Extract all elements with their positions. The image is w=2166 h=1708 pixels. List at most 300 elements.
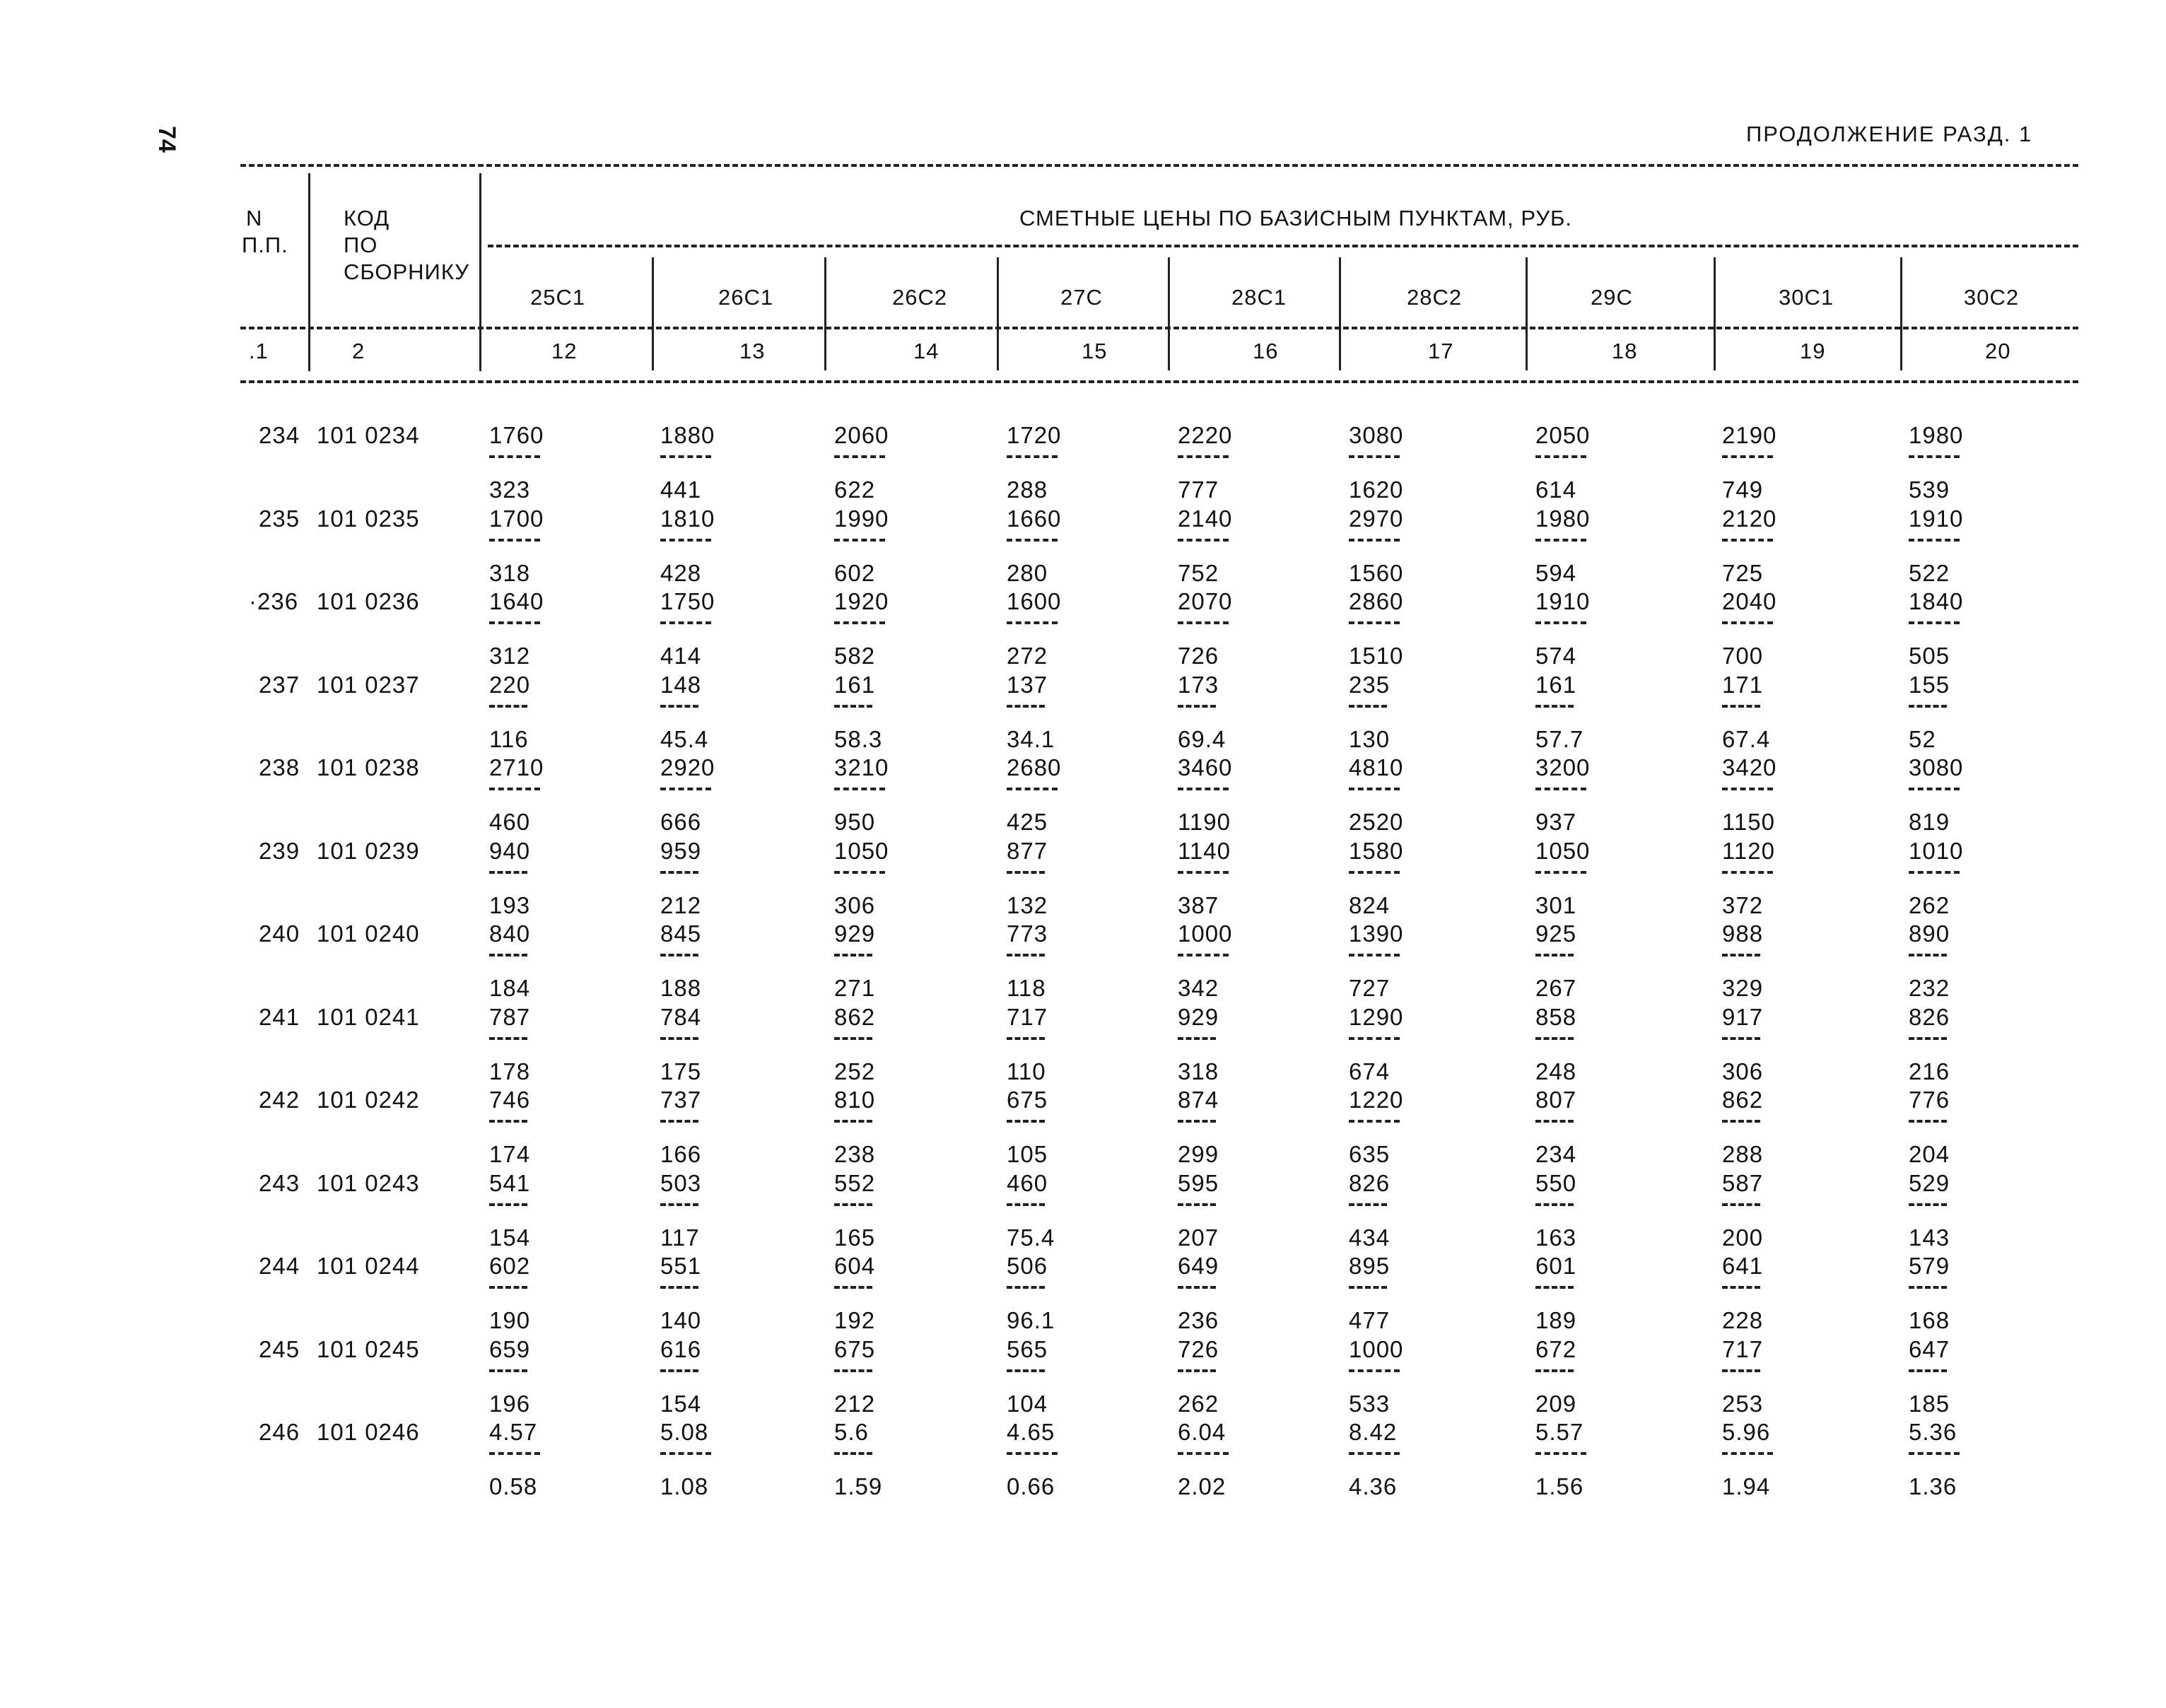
fraction-bar [834, 871, 885, 874]
price-value: 503 [660, 1169, 702, 1196]
price-value: 929 [1178, 1003, 1219, 1030]
price-value: 1980 [1909, 422, 1964, 448]
fraction-bar [834, 1286, 872, 1289]
price-value: 2050 [1535, 422, 1591, 448]
fraction-bar [1722, 455, 1773, 458]
labor-value: 67.4 [1722, 725, 1771, 752]
fraction-bar [660, 788, 711, 790]
price-value: 171 [1722, 671, 1764, 698]
row-number: 244 [259, 1253, 300, 1279]
fraction-bar [489, 788, 540, 790]
labor-value: 154 [489, 1224, 531, 1251]
column-number: 20 [1985, 339, 2011, 363]
price-value: 595 [1178, 1169, 1219, 1196]
labor-value: 175 [660, 1058, 702, 1084]
price-value: 672 [1535, 1335, 1577, 1362]
price-value: 746 [489, 1087, 531, 1113]
fraction-bar [1909, 539, 1960, 542]
labor-value: 425 [1007, 809, 1048, 835]
labor-value: 234 [1535, 1141, 1577, 1167]
labor-value: 185 [1909, 1390, 1950, 1417]
price-value: 3080 [1909, 754, 1964, 780]
labor-value: 752 [1178, 559, 1219, 586]
row-number: 240 [259, 920, 300, 947]
labor-value: 110 [1007, 1058, 1046, 1084]
price-value: 2060 [834, 422, 889, 448]
price-value: 917 [1722, 1003, 1764, 1030]
price-value: 890 [1909, 920, 1950, 947]
labor-value: 168 [1909, 1307, 1950, 1333]
price-value: 826 [1909, 1003, 1950, 1030]
labor-value: 178 [489, 1058, 531, 1084]
price-value: 1390 [1349, 920, 1404, 947]
fraction-bar [1178, 871, 1229, 874]
labor-value: 614 [1535, 476, 1577, 503]
fraction-bar [660, 1203, 698, 1206]
price-value: 1050 [834, 837, 889, 864]
fraction-bar [1909, 954, 1947, 957]
labor-value: 200 [1722, 1224, 1764, 1251]
header-point-7: 29С [1591, 285, 1633, 310]
labor-value: 306 [1722, 1058, 1764, 1084]
price-value: 1700 [489, 505, 544, 532]
price-value: 5.6 [834, 1419, 869, 1445]
price-value: 2040 [1722, 588, 1777, 614]
labor-value: 143 [1909, 1224, 1950, 1251]
header-point-6: 28С2 [1407, 285, 1463, 310]
labor-value: 318 [489, 559, 531, 586]
header-point-9: 30С2 [1964, 285, 2020, 310]
price-value: 784 [660, 1003, 702, 1030]
fraction-bar [1909, 455, 1960, 458]
header-point-8: 30С1 [1779, 285, 1834, 310]
fraction-bar [1535, 1037, 1574, 1040]
price-value: 1120 [1722, 837, 1775, 864]
fraction-bar [489, 705, 527, 708]
fraction-bar [1722, 954, 1760, 957]
row-number: 234 [259, 422, 300, 448]
price-value: 579 [1909, 1253, 1950, 1279]
fraction-bar [834, 705, 872, 708]
labor-value: 602 [834, 559, 876, 586]
fraction-bar [1178, 705, 1216, 708]
header-group-title: СМЕТНЫЕ ЦЕНЫ ПО БАЗИСНЫМ ПУНКТАМ, РУБ. [1019, 206, 1572, 230]
labor-value: 252 [834, 1058, 876, 1084]
fraction-bar [1007, 621, 1058, 624]
price-value: 1600 [1007, 588, 1062, 614]
labor-value: 522 [1909, 559, 1950, 586]
labor-value: 288 [1007, 476, 1048, 503]
column-number: 13 [739, 339, 766, 363]
labor-value: 184 [489, 975, 531, 1001]
fraction-bar [1007, 788, 1058, 790]
labor-value: 271 [834, 975, 876, 1001]
fraction-bar [1007, 1120, 1045, 1123]
labor-value: 726 [1178, 643, 1219, 669]
fraction-bar [1909, 1120, 1947, 1123]
price-value: 551 [660, 1253, 702, 1279]
labor-value: 1560 [1349, 559, 1404, 586]
fraction-bar [1909, 1452, 1960, 1455]
fraction-bar [1909, 1286, 1947, 1289]
price-value: 807 [1535, 1087, 1577, 1113]
fraction-bar [1349, 1037, 1400, 1040]
labor-value: 52 [1909, 725, 1936, 752]
fraction-bar [660, 1120, 698, 1123]
price-value: 3080 [1349, 422, 1404, 448]
fraction-bar [1178, 1286, 1216, 1289]
labor-value: 105 [1007, 1141, 1048, 1167]
price-value: 2680 [1007, 754, 1062, 780]
price-value: 5.57 [1535, 1419, 1584, 1445]
row-code: 101 0245 [317, 1335, 420, 1362]
labor-value: 190 [489, 1307, 531, 1333]
labor-value: 666 [660, 809, 702, 835]
fraction-bar [1535, 788, 1586, 790]
labor-value: 1.36 [1909, 1473, 1957, 1499]
labor-value: 1150 [1722, 809, 1775, 835]
fraction-bar [1535, 539, 1586, 542]
labor-value: 4.36 [1349, 1473, 1398, 1499]
labor-value: 154 [660, 1390, 702, 1417]
labor-value: 104 [1007, 1390, 1048, 1417]
labor-value: 539 [1909, 476, 1950, 503]
price-value: 1000 [1178, 920, 1233, 947]
fraction-bar [1349, 1120, 1400, 1123]
fraction-bar [660, 871, 698, 874]
fraction-bar [1349, 1452, 1400, 1455]
price-value: 1750 [660, 588, 715, 614]
price-value: 148 [660, 671, 702, 698]
labor-value: 574 [1535, 643, 1577, 669]
price-value: 3420 [1722, 754, 1777, 780]
price-value: 877 [1007, 837, 1048, 864]
fraction-bar [1722, 788, 1773, 790]
row-number: 245 [259, 1335, 300, 1362]
price-value: 1640 [489, 588, 544, 614]
price-value: 587 [1722, 1169, 1764, 1196]
labor-value: 0.66 [1007, 1473, 1055, 1499]
labor-value: 248 [1535, 1058, 1577, 1084]
labor-value: 130 [1349, 725, 1391, 752]
price-value: 826 [1349, 1169, 1391, 1196]
price-value: 1880 [660, 422, 715, 448]
price-value: 3460 [1178, 754, 1233, 780]
header-code-line3: СБОРНИКУ [344, 259, 469, 284]
fraction-bar [489, 871, 527, 874]
labor-value: 414 [660, 643, 702, 669]
price-value: 565 [1007, 1335, 1048, 1362]
fraction-bar [660, 621, 711, 624]
price-value: 874 [1178, 1087, 1219, 1113]
fraction-bar [489, 1452, 540, 1455]
labor-value: 1190 [1178, 809, 1231, 835]
fraction-bar [1722, 1037, 1760, 1040]
labor-value: 189 [1535, 1307, 1577, 1333]
column-number: 14 [913, 339, 939, 363]
fraction-bar [1349, 788, 1400, 790]
row-number: 243 [259, 1169, 300, 1196]
fraction-bar [1349, 1369, 1400, 1372]
fraction-bar [1007, 954, 1045, 957]
price-value: 529 [1909, 1169, 1950, 1196]
fraction-bar [834, 788, 885, 790]
fraction-bar [1007, 1037, 1045, 1040]
labor-value: 594 [1535, 559, 1577, 586]
price-value: 862 [1722, 1087, 1764, 1113]
column-number: 18 [1612, 339, 1638, 363]
row-code: 101 0241 [317, 1003, 420, 1030]
row-number: 246 [259, 1419, 300, 1445]
header-point-3: 26С2 [892, 285, 948, 310]
fraction-bar [1349, 705, 1387, 708]
fraction-bar [1722, 1120, 1760, 1123]
fraction-bar [1722, 1203, 1760, 1206]
fraction-bar [1722, 1286, 1760, 1289]
column-number: 17 [1428, 339, 1454, 363]
fraction-bar [1349, 954, 1400, 957]
price-value: 840 [489, 920, 531, 947]
labor-value: 299 [1178, 1141, 1219, 1167]
fraction-bar [1909, 871, 1960, 874]
labor-value: 280 [1007, 559, 1048, 586]
price-value: 1990 [834, 505, 889, 532]
price-value: 137 [1007, 671, 1048, 698]
price-value: 659 [489, 1335, 531, 1362]
labor-value: 2.02 [1178, 1473, 1227, 1499]
price-value: 506 [1007, 1253, 1048, 1279]
price-value: 776 [1909, 1087, 1950, 1113]
fraction-bar [1909, 788, 1960, 790]
price-value: 675 [834, 1335, 876, 1362]
labor-value: 212 [834, 1390, 876, 1417]
fraction-bar [1349, 539, 1400, 542]
labor-value: 140 [660, 1307, 702, 1333]
fraction-bar [1722, 539, 1773, 542]
price-value: 2970 [1349, 505, 1404, 532]
fraction-bar [489, 1120, 527, 1123]
row-code: 101 0238 [317, 754, 420, 780]
row-number: 242 [259, 1087, 300, 1113]
row-number: 241 [259, 1003, 300, 1030]
fraction-bar [489, 1203, 527, 1206]
fraction-bar [1349, 455, 1400, 458]
fraction-bar [1722, 871, 1773, 874]
fraction-bar [660, 1286, 698, 1289]
labor-value: 267 [1535, 975, 1577, 1001]
price-value: 5.96 [1722, 1419, 1771, 1445]
price-value: 550 [1535, 1169, 1577, 1196]
labor-value: 727 [1349, 975, 1391, 1001]
labor-value: 318 [1178, 1058, 1219, 1084]
fraction-bar [834, 1037, 872, 1040]
labor-value: 372 [1722, 891, 1764, 918]
fraction-bar [1722, 621, 1773, 624]
price-value: 845 [660, 920, 702, 947]
fraction-bar [1007, 1286, 1045, 1289]
fraction-bar [489, 455, 540, 458]
row-code: 101 0234 [317, 422, 420, 448]
row-code: 101 0240 [317, 920, 420, 947]
price-value: 2070 [1178, 588, 1233, 614]
labor-value: 1.56 [1535, 1473, 1584, 1499]
fraction-bar [1349, 1286, 1387, 1289]
labor-value: 69.4 [1178, 725, 1227, 752]
price-value: 649 [1178, 1253, 1219, 1279]
fraction-bar [1178, 1120, 1216, 1123]
fraction-bar [1178, 1369, 1216, 1372]
labor-value: 312 [489, 643, 531, 669]
labor-value: 635 [1349, 1141, 1391, 1167]
price-value: 862 [834, 1003, 876, 1030]
price-value: 1050 [1535, 837, 1591, 864]
labor-value: 165 [834, 1224, 876, 1251]
fraction-bar [1909, 1037, 1947, 1040]
fraction-bar [1535, 1286, 1574, 1289]
labor-value: 1.08 [660, 1473, 709, 1499]
price-value: 1580 [1349, 837, 1404, 864]
header-point-2: 26С1 [718, 285, 774, 310]
labor-value: 505 [1909, 643, 1950, 669]
price-value: 717 [1007, 1003, 1048, 1030]
fraction-bar [660, 455, 711, 458]
header-point-4: 27С [1060, 285, 1103, 310]
price-value: 1000 [1349, 1335, 1404, 1362]
labor-value: 209 [1535, 1390, 1577, 1417]
header-code-line1: КОД [344, 206, 390, 230]
header-code-line2: ПО [344, 233, 378, 257]
labor-value: 132 [1007, 891, 1048, 918]
labor-value: 674 [1349, 1058, 1391, 1084]
labor-value: 193 [489, 891, 531, 918]
labor-value: 2520 [1349, 809, 1404, 835]
price-value: 5.36 [1909, 1419, 1957, 1445]
row-number: 235 [259, 505, 300, 532]
header-n-line2: П.П. [242, 233, 288, 257]
fraction-bar [660, 539, 711, 542]
price-value: 155 [1909, 671, 1950, 698]
header-n-line1: N [246, 206, 263, 230]
price-value: 1920 [834, 588, 889, 614]
labor-value: 824 [1349, 891, 1391, 918]
row-number: 238 [259, 754, 300, 780]
fraction-bar [1178, 1037, 1216, 1040]
fraction-bar [1535, 1120, 1574, 1123]
price-value: 773 [1007, 920, 1048, 947]
fraction-bar [489, 621, 540, 624]
labor-value: 196 [489, 1390, 531, 1417]
column-number: .1 [249, 339, 269, 363]
labor-value: 937 [1535, 809, 1577, 835]
fraction-bar [660, 1452, 711, 1455]
price-value: 5.08 [660, 1419, 709, 1445]
price-value: 959 [660, 837, 702, 864]
price-value: 726 [1178, 1335, 1219, 1362]
fraction-bar [834, 621, 885, 624]
labor-value: 228 [1722, 1307, 1764, 1333]
column-number: 16 [1253, 339, 1279, 363]
fraction-bar [1909, 705, 1947, 708]
price-value: 2710 [489, 754, 544, 780]
price-value: 161 [834, 671, 876, 698]
fraction-bar [1722, 705, 1760, 708]
price-value: 2190 [1722, 422, 1777, 448]
fraction-bar [1535, 871, 1586, 874]
labor-value: 188 [660, 975, 702, 1001]
labor-value: 533 [1349, 1390, 1391, 1417]
price-value: 541 [489, 1169, 531, 1196]
fraction-bar [1349, 621, 1400, 624]
labor-value: 253 [1722, 1390, 1764, 1417]
price-value: 1910 [1909, 505, 1964, 532]
price-value: 4.57 [489, 1419, 538, 1445]
fraction-bar [1349, 871, 1400, 874]
row-code: 101 0242 [317, 1087, 420, 1113]
fraction-bar [1349, 1203, 1387, 1206]
labor-value: 1620 [1349, 476, 1404, 503]
labor-value: 950 [834, 809, 876, 835]
fraction-bar [1178, 1452, 1229, 1455]
price-value: 235 [1349, 671, 1391, 698]
labor-value: 0.58 [489, 1473, 538, 1499]
price-value: 895 [1349, 1253, 1391, 1279]
labor-value: 1510 [1349, 643, 1404, 669]
price-value: 1010 [1909, 837, 1964, 864]
price-value: 2860 [1349, 588, 1404, 614]
price-value: 601 [1535, 1253, 1577, 1279]
labor-value: 342 [1178, 975, 1219, 1001]
labor-value: 460 [489, 809, 531, 835]
fraction-bar [1535, 455, 1586, 458]
labor-value: 329 [1722, 975, 1764, 1001]
price-value: 4810 [1349, 754, 1404, 780]
labor-value: 163 [1535, 1224, 1577, 1251]
row-code: 101 0237 [317, 671, 420, 698]
labor-value: 777 [1178, 476, 1219, 503]
price-value: 810 [834, 1087, 876, 1113]
labor-value: 212 [660, 891, 702, 918]
fraction-bar [834, 539, 885, 542]
labor-value: 117 [660, 1224, 700, 1251]
fraction-bar [1007, 539, 1058, 542]
price-value: 173 [1178, 671, 1219, 698]
row-code: 101 0236 [317, 588, 420, 614]
fraction-bar [834, 1369, 872, 1372]
fraction-bar [1178, 1203, 1216, 1206]
labor-value: 174 [489, 1141, 531, 1167]
labor-value: 441 [660, 476, 702, 503]
fraction-bar [1178, 455, 1229, 458]
fraction-bar [1909, 1369, 1947, 1372]
labor-value: 75.4 [1007, 1224, 1055, 1251]
labor-value: 238 [834, 1141, 876, 1167]
price-value: 1140 [1178, 837, 1231, 864]
price-value: 1220 [1349, 1087, 1404, 1113]
price-value: 2120 [1722, 505, 1777, 532]
price-value: 717 [1722, 1335, 1764, 1362]
fraction-bar [1007, 705, 1045, 708]
fraction-bar [660, 1037, 698, 1040]
fraction-bar [1722, 1369, 1760, 1372]
fraction-bar [660, 1369, 698, 1372]
price-value: 988 [1722, 920, 1764, 947]
price-value: 641 [1722, 1253, 1764, 1279]
labor-value: 819 [1909, 809, 1950, 835]
price-value: 2140 [1178, 505, 1233, 532]
labor-value: 207 [1178, 1224, 1219, 1251]
price-value: 2220 [1178, 422, 1233, 448]
price-value: 1810 [660, 505, 715, 532]
